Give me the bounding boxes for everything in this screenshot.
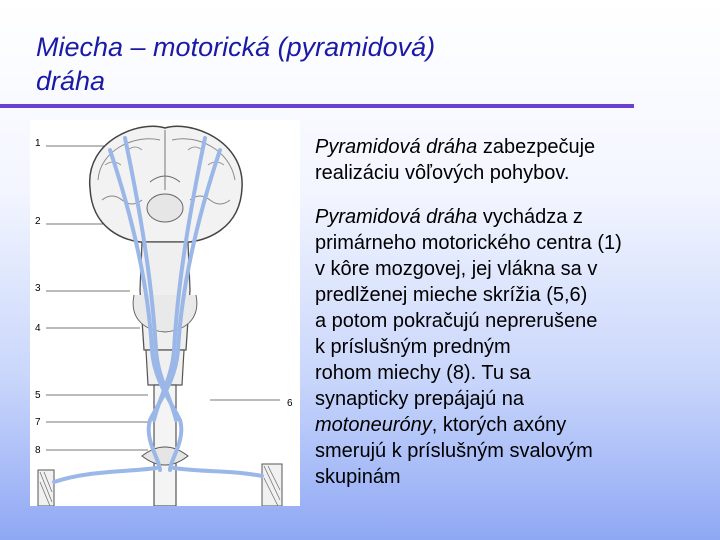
p2-line: k príslušným predným [315, 336, 511, 358]
muscle-right [262, 464, 282, 506]
p1-rest: zabezpečuje [477, 136, 596, 158]
p2-line: synapticky prepájajú na [315, 388, 525, 410]
label-1: 1 [35, 138, 41, 149]
paragraph-2 [315, 204, 715, 490]
slide-title-line2: dráha [36, 66, 106, 96]
slide-title [36, 30, 636, 98]
p2-line: predlženej mieche skrížia (5,6) [315, 284, 588, 306]
label-3: 3 [35, 283, 41, 294]
pyramidal-tract-diagram [30, 120, 300, 506]
p2-line: a potom pokračujú neprerušene [315, 310, 598, 332]
p1-line2: realizáciu vôľových pohybov. [315, 162, 570, 184]
label-7: 7 [35, 417, 41, 428]
paragraph-1 [315, 134, 715, 186]
muscle-left [38, 470, 54, 506]
label-8: 8 [35, 445, 41, 456]
slide-body [315, 134, 715, 508]
label-6: 6 [287, 398, 293, 409]
p2-after-term2: , ktorých axóny [431, 414, 567, 436]
pyramidal-tract-illustration [30, 120, 300, 506]
label-5: 5 [35, 390, 41, 401]
p2-line: primárneho motorického centra (1) [315, 232, 622, 254]
term-pyramidal-tract-2: Pyramidová dráha [315, 206, 478, 228]
p2-line: v kôre mozgovej, jej vlákna sa v [315, 258, 598, 280]
p2-line: skupinám [315, 466, 401, 488]
title-underline [0, 104, 634, 108]
p2-rest: vychádza z [477, 206, 583, 228]
brain-section [90, 126, 242, 242]
label-2: 2 [35, 216, 41, 227]
term-pyramidal-tract: Pyramidová dráha [315, 136, 478, 158]
slide-title-line1: Miecha – motorická (pyramidová) [36, 32, 436, 62]
label-4: 4 [35, 323, 41, 334]
p2-line: smerujú k príslušným svalovým [315, 440, 593, 462]
p2-line: rohom miechy (8). Tu sa [315, 362, 531, 384]
term-motoneurons: motoneuróny [315, 414, 432, 436]
